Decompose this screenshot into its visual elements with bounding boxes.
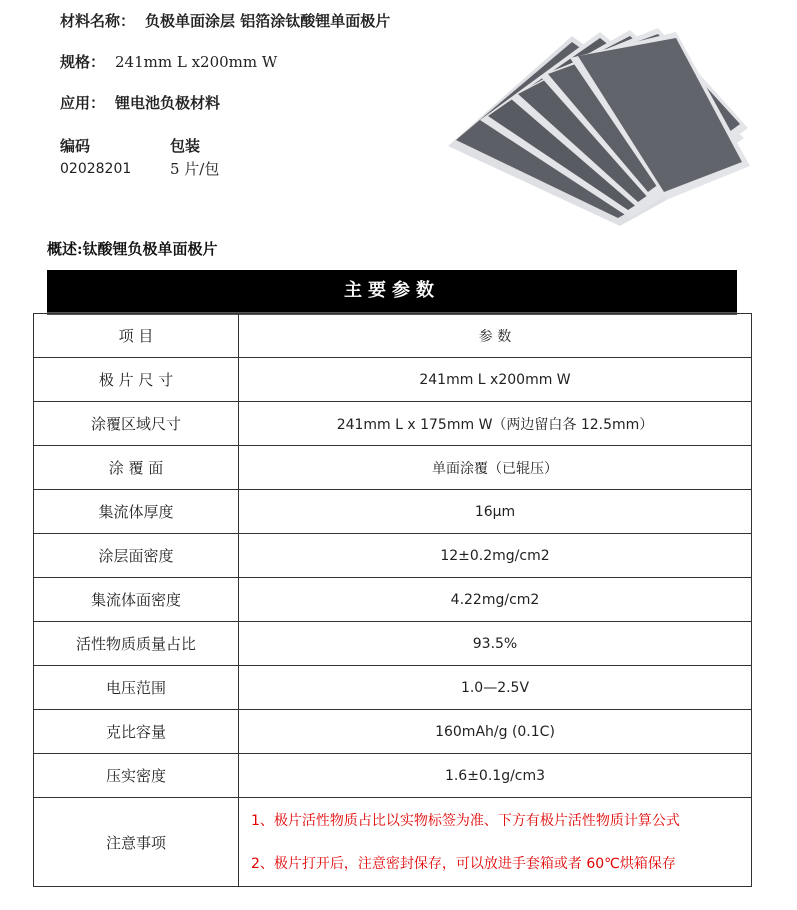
table-row — [34, 402, 752, 446]
row-item: 活性物质质量占比 — [34, 622, 239, 666]
header-param: 参 数 — [239, 314, 752, 358]
table-row — [34, 358, 752, 402]
note-line: 1、极片活性物质占比以实物标签为准、下方有极片活性物质计算公式 — [251, 812, 680, 829]
row-value: 241mm L x 175mm W（两边留白各 12.5mm） — [239, 402, 752, 446]
summary-text: 概述:钛酸锂负极单面极片 — [47, 240, 218, 258]
row-item: 涂层面密度 — [34, 534, 239, 578]
spec-line — [60, 51, 277, 72]
table-row — [34, 446, 752, 490]
row-item: 涂覆区域尺寸 — [34, 402, 239, 446]
spec-value: 241mm L x200mm W — [115, 53, 278, 71]
notes-item: 注意事项 — [34, 798, 239, 887]
package-label: 包装 — [170, 137, 201, 155]
row-item: 压实密度 — [34, 754, 239, 798]
row-value: 1.6±0.1g/cm3 — [239, 754, 752, 798]
application-label: 应用： — [60, 94, 106, 112]
application-line — [60, 92, 220, 113]
row-value: 12±0.2mg/cm2 — [239, 534, 752, 578]
row-value: 4.22mg/cm2 — [239, 578, 752, 622]
spec-label: 规格： — [60, 53, 106, 71]
params-table — [33, 313, 752, 887]
material-label: 材料名称： — [60, 12, 136, 30]
material-value: 负极单面涂层 铝箔涂钛酸锂单面极片 — [145, 12, 391, 30]
table-row — [34, 622, 752, 666]
table-row — [34, 534, 752, 578]
package-value: 5 片/包 — [170, 160, 220, 178]
code-label: 编码 — [60, 137, 91, 155]
row-value: 单面涂覆（已辊压） — [239, 446, 752, 490]
table-row — [34, 666, 752, 710]
notes-cell — [239, 798, 752, 887]
row-value: 1.0—2.5V — [239, 666, 752, 710]
main-params-banner: 主要参数 — [47, 270, 737, 312]
table-header-row — [34, 314, 752, 358]
notes-row — [34, 798, 752, 887]
row-value: 93.5% — [239, 622, 752, 666]
row-item: 集流体厚度 — [34, 490, 239, 534]
note-line: 2、极片打开后，注意密封保存，可以放进手套箱或者 60℃烘箱保存 — [251, 855, 676, 872]
table-row — [34, 490, 752, 534]
row-item: 克比容量 — [34, 710, 239, 754]
table-row — [34, 710, 752, 754]
table-row — [34, 578, 752, 622]
electrode-sheets-image — [440, 28, 750, 228]
row-value: 241mm L x200mm W — [239, 358, 752, 402]
row-item: 涂 覆 面 — [34, 446, 239, 490]
code-package-grid — [60, 134, 219, 180]
table-row — [34, 754, 752, 798]
material-line — [60, 10, 390, 31]
row-value: 160mAh/g (0.1C) — [239, 710, 752, 754]
row-value: 16μm — [239, 490, 752, 534]
header-item: 项 目 — [34, 314, 239, 358]
code-value: 02028201 — [60, 160, 132, 177]
row-item: 电压范围 — [34, 666, 239, 710]
row-item: 极 片 尺 寸 — [34, 358, 239, 402]
row-item: 集流体面密度 — [34, 578, 239, 622]
application-value: 锂电池负极材料 — [115, 94, 221, 112]
